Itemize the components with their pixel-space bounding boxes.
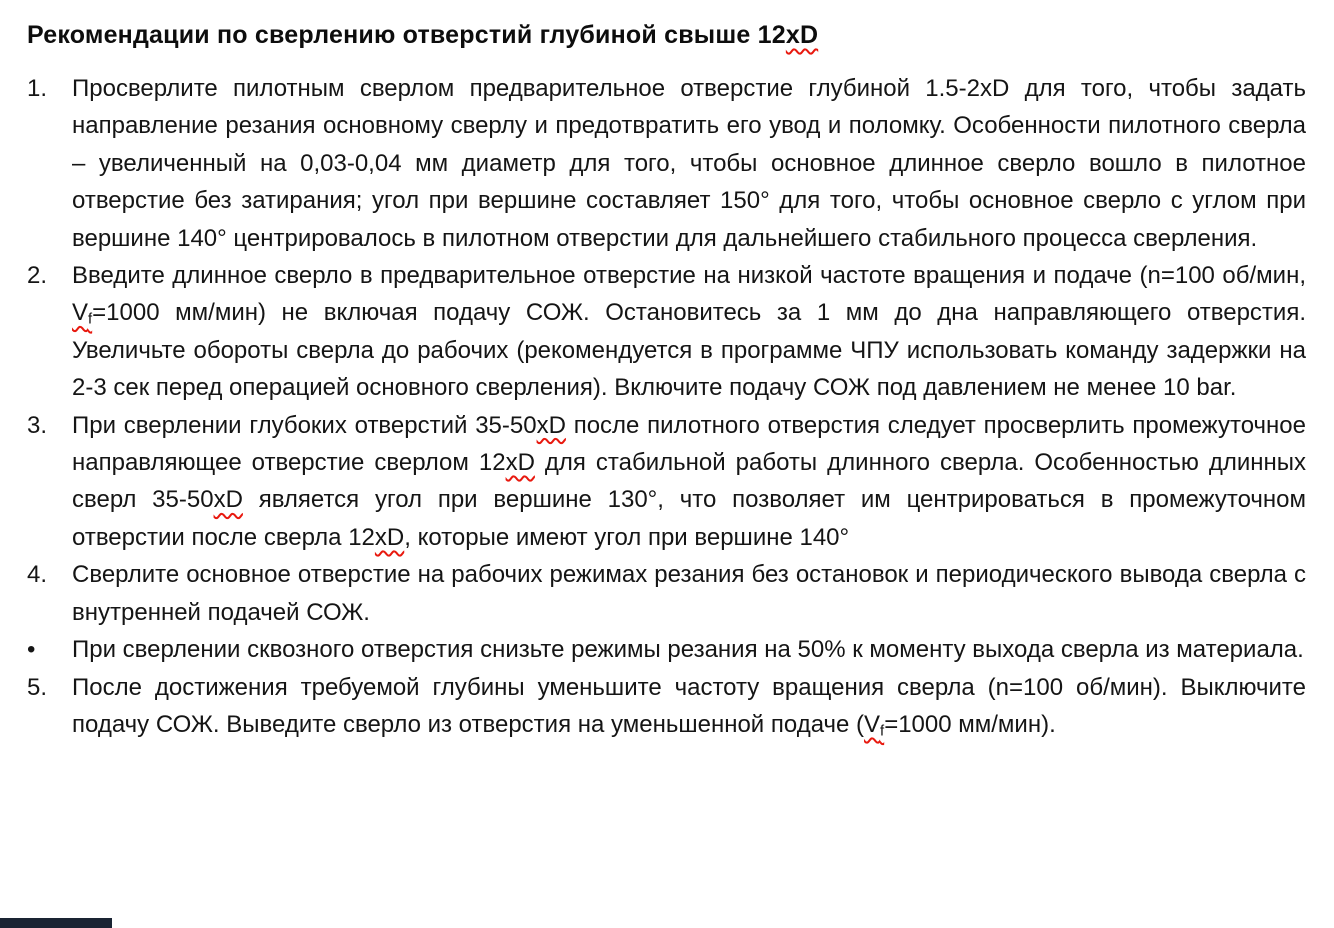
list-item	[27, 556, 1306, 631]
list-item	[27, 70, 1306, 257]
text-segment: , которые имеют угол при вершине 140°	[404, 523, 850, 551]
document-title	[27, 14, 1306, 56]
text-segment: При сверлении сквозного отверстия снизьте режимы резания на 50% к моменту выхода сверла из материала.	[72, 636, 1304, 664]
list-item-text	[72, 669, 1306, 744]
spellcheck-marked-text: f	[880, 723, 885, 740]
list-item	[27, 631, 1306, 668]
spellcheck-marked-text: f	[88, 312, 93, 329]
text-segment: =1000 мм/мин) не включая подачу СОЖ. Остановитесь за 1 мм до дна направляющего отверстия. Увеличьте обороты сверла до рабочих (рекомендуется в программе ЧПУ использовать команду задержки на 2-3 сек перед операцией основного сверления). Включите подачу СОЖ под давлением не менее 10 bar.	[72, 299, 1306, 402]
list-item-text	[72, 407, 1306, 557]
list-item-number: 3.	[27, 411, 48, 439]
text-segment: При сверлении глубоких отверстий 35-50	[72, 411, 537, 439]
text-segment: После достижения требуемой глубины уменьшите частоту вращения сверла (n=100 об/мин). Выключите подачу СОЖ. Выведите сверло из отверстия на уменьшенной подаче (	[72, 673, 1306, 738]
list-item-text	[72, 70, 1306, 257]
list-item-number: 2.	[27, 262, 48, 290]
text-segment: Сверлите основное отверстие на рабочих режимах резания без остановок и периодического вывода сверла с внутренней подачей СОЖ.	[72, 561, 1306, 626]
text-segment: Просверлите пилотным сверлом предварительное отверстие глубиной 1.5-2xD для того, чтобы задать направление резания основному сверлу и предотвратить его увод и поломку. Особенности пилотного сверла – увеличенный на 0,03-0,04 мм диаметр для того, чтобы основное длинное сверло вошло в пилотное отверстие без затирания; угол при вершине составляет 150° для того, чтобы основное сверло с углом при вершине 140° центрировалось в пилотном отверстии для дальнейшего стабильного процесса сверления.	[72, 75, 1306, 252]
spellcheck-marked-text: xD	[213, 486, 243, 514]
text-segment: после пилотного отверстия следует просверлить промежуточное направляющее отверстие сверлом 12	[72, 411, 1306, 477]
recommendations-list	[27, 70, 1306, 743]
list-item-number: 1.	[27, 75, 48, 102]
list-item-bullet: •	[27, 636, 36, 664]
text-segment: для стабильной работы длинного сверла. Особенностью длинных сверл 35-50	[72, 449, 1307, 514]
text-segment: Введите длинное сверло в предварительное отверстие на низкой частоте вращения и подаче (n=100 об/мин,	[72, 262, 1306, 290]
spellcheck-marked-text: xD	[536, 411, 566, 439]
spellcheck-marked-text: V	[864, 710, 881, 738]
list-item	[27, 257, 1306, 407]
list-item	[27, 407, 1306, 557]
list-item-number: 5.	[27, 673, 48, 701]
text-segment: является угол при вершине 130°, что позволяет им центрироваться в промежуточном отверстии после сверла 12	[72, 486, 1306, 551]
spellcheck-marked-text: xD	[785, 21, 819, 49]
spellcheck-marked-text: xD	[505, 449, 535, 477]
bottom-bar-fragment	[0, 918, 112, 928]
text-segment: Рекомендации по сверлению отверстий глубиной свыше 12	[27, 21, 786, 49]
list-item-number: 4.	[27, 561, 48, 589]
text-segment: =1000 мм/мин).	[884, 710, 1056, 738]
list-item-text	[72, 556, 1306, 631]
list-item	[27, 669, 1306, 744]
spellcheck-marked-text: xD	[374, 523, 405, 551]
list-item-text	[72, 631, 1306, 668]
list-item-text	[72, 257, 1306, 407]
spellcheck-marked-text: V	[72, 299, 89, 327]
